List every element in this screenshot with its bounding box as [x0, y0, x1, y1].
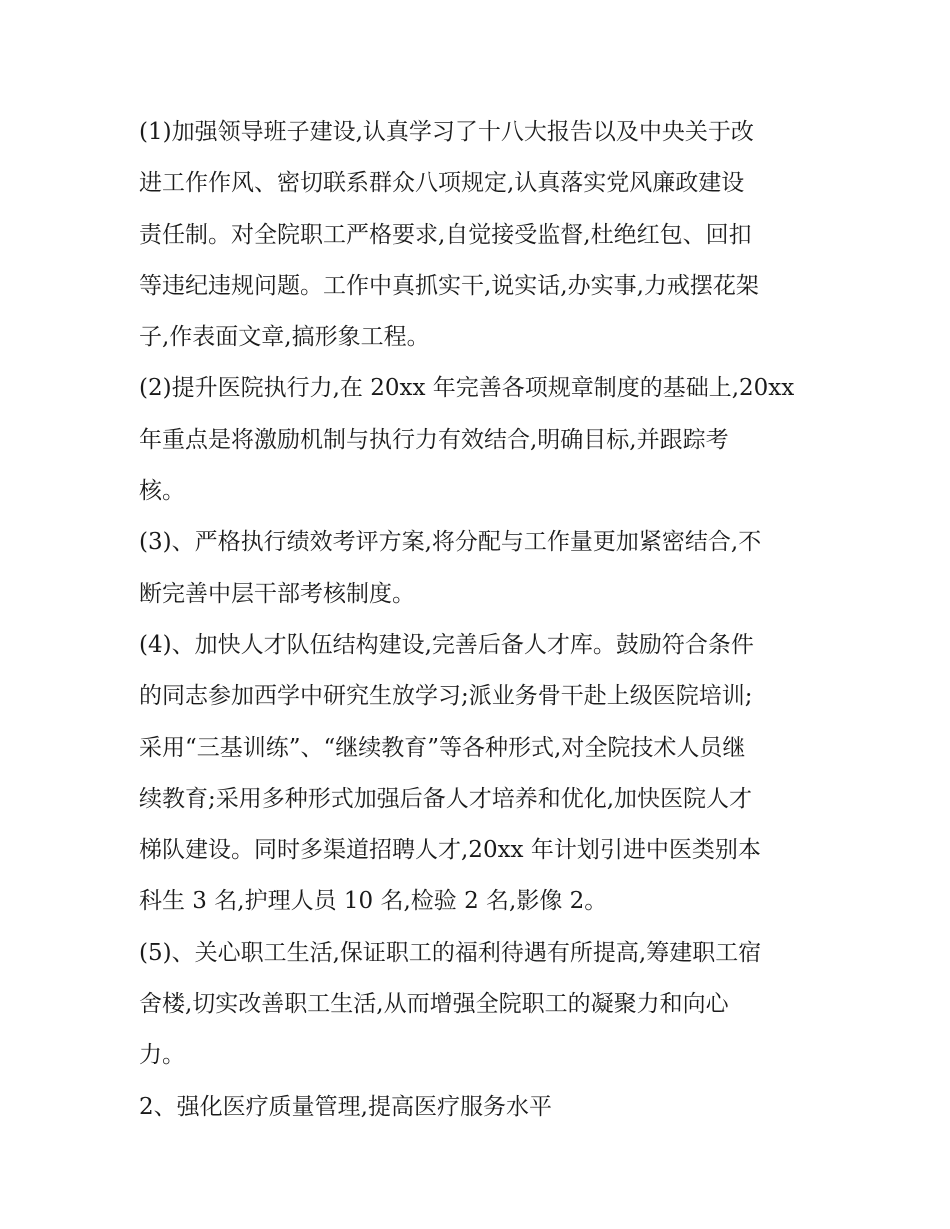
text-line: (5)、关心职工生活,保证职工的福利待遇有所提高,筹建职工宿 [139, 939, 762, 966]
text-line: 的同志参加西学中研究生放学习;派业务骨干赴上级医院培训; [139, 683, 753, 710]
text-line: 断完善中层干部考核制度。 [139, 580, 415, 607]
text-line: 梯队建设。同时多渠道招聘人才,20xx 年计划引进中医类别本 [139, 837, 761, 864]
text-line: 科生 3 名,护理人员 10 名,检验 2 名,影像 2。 [139, 888, 608, 915]
text-line: (1)加强领导班子建设,认真学习了十八大报告以及中央关于改 [139, 119, 754, 145]
text-line: (2)提升医院执行力,在 20xx 年完善各项规章制度的基础上,20xx [139, 375, 795, 402]
text-line: 等违纪违规问题。工作中真抓实干,说实话,办实事,力戒摆花架 [139, 272, 759, 299]
text-line: 续教育;采用多种形式加强后备人才培养和优化,加快医院人才 [139, 785, 753, 812]
section-heading: 2、强化医疗质量管理,提高医疗服务水平 [139, 1093, 552, 1120]
text-line: 核。 [139, 478, 185, 505]
text-line: 采用“三基训练”、“继续教育”等各种形式,对全院技术人员继 [139, 734, 746, 761]
text-line: 年重点是将激励机制与执行力有效结合,明确目标,并跟踪考 [139, 426, 729, 453]
text-line: 责任制。对全院职工严格要求,自觉接受监督,杜绝红包、回扣 [139, 221, 752, 248]
text-line: 力。 [139, 1042, 185, 1069]
document-body [139, 107, 829, 1133]
text-line: 进工作作风、密切联系群众八项规定,认真落实党风廉政建设 [139, 170, 745, 197]
text-line: (3)、严格执行绩效考评方案,将分配与工作量更加紧密结合,不 [139, 529, 762, 556]
text-line: (4)、加快人才队伍结构建设,完善后备人才库。鼓励符合条件 [139, 631, 754, 658]
text-line: 舍楼,切实改善职工生活,从而增强全院职工的凝聚力和向心 [139, 991, 729, 1018]
text-line: 子,作表面文章,搞形象工程。 [139, 324, 430, 351]
